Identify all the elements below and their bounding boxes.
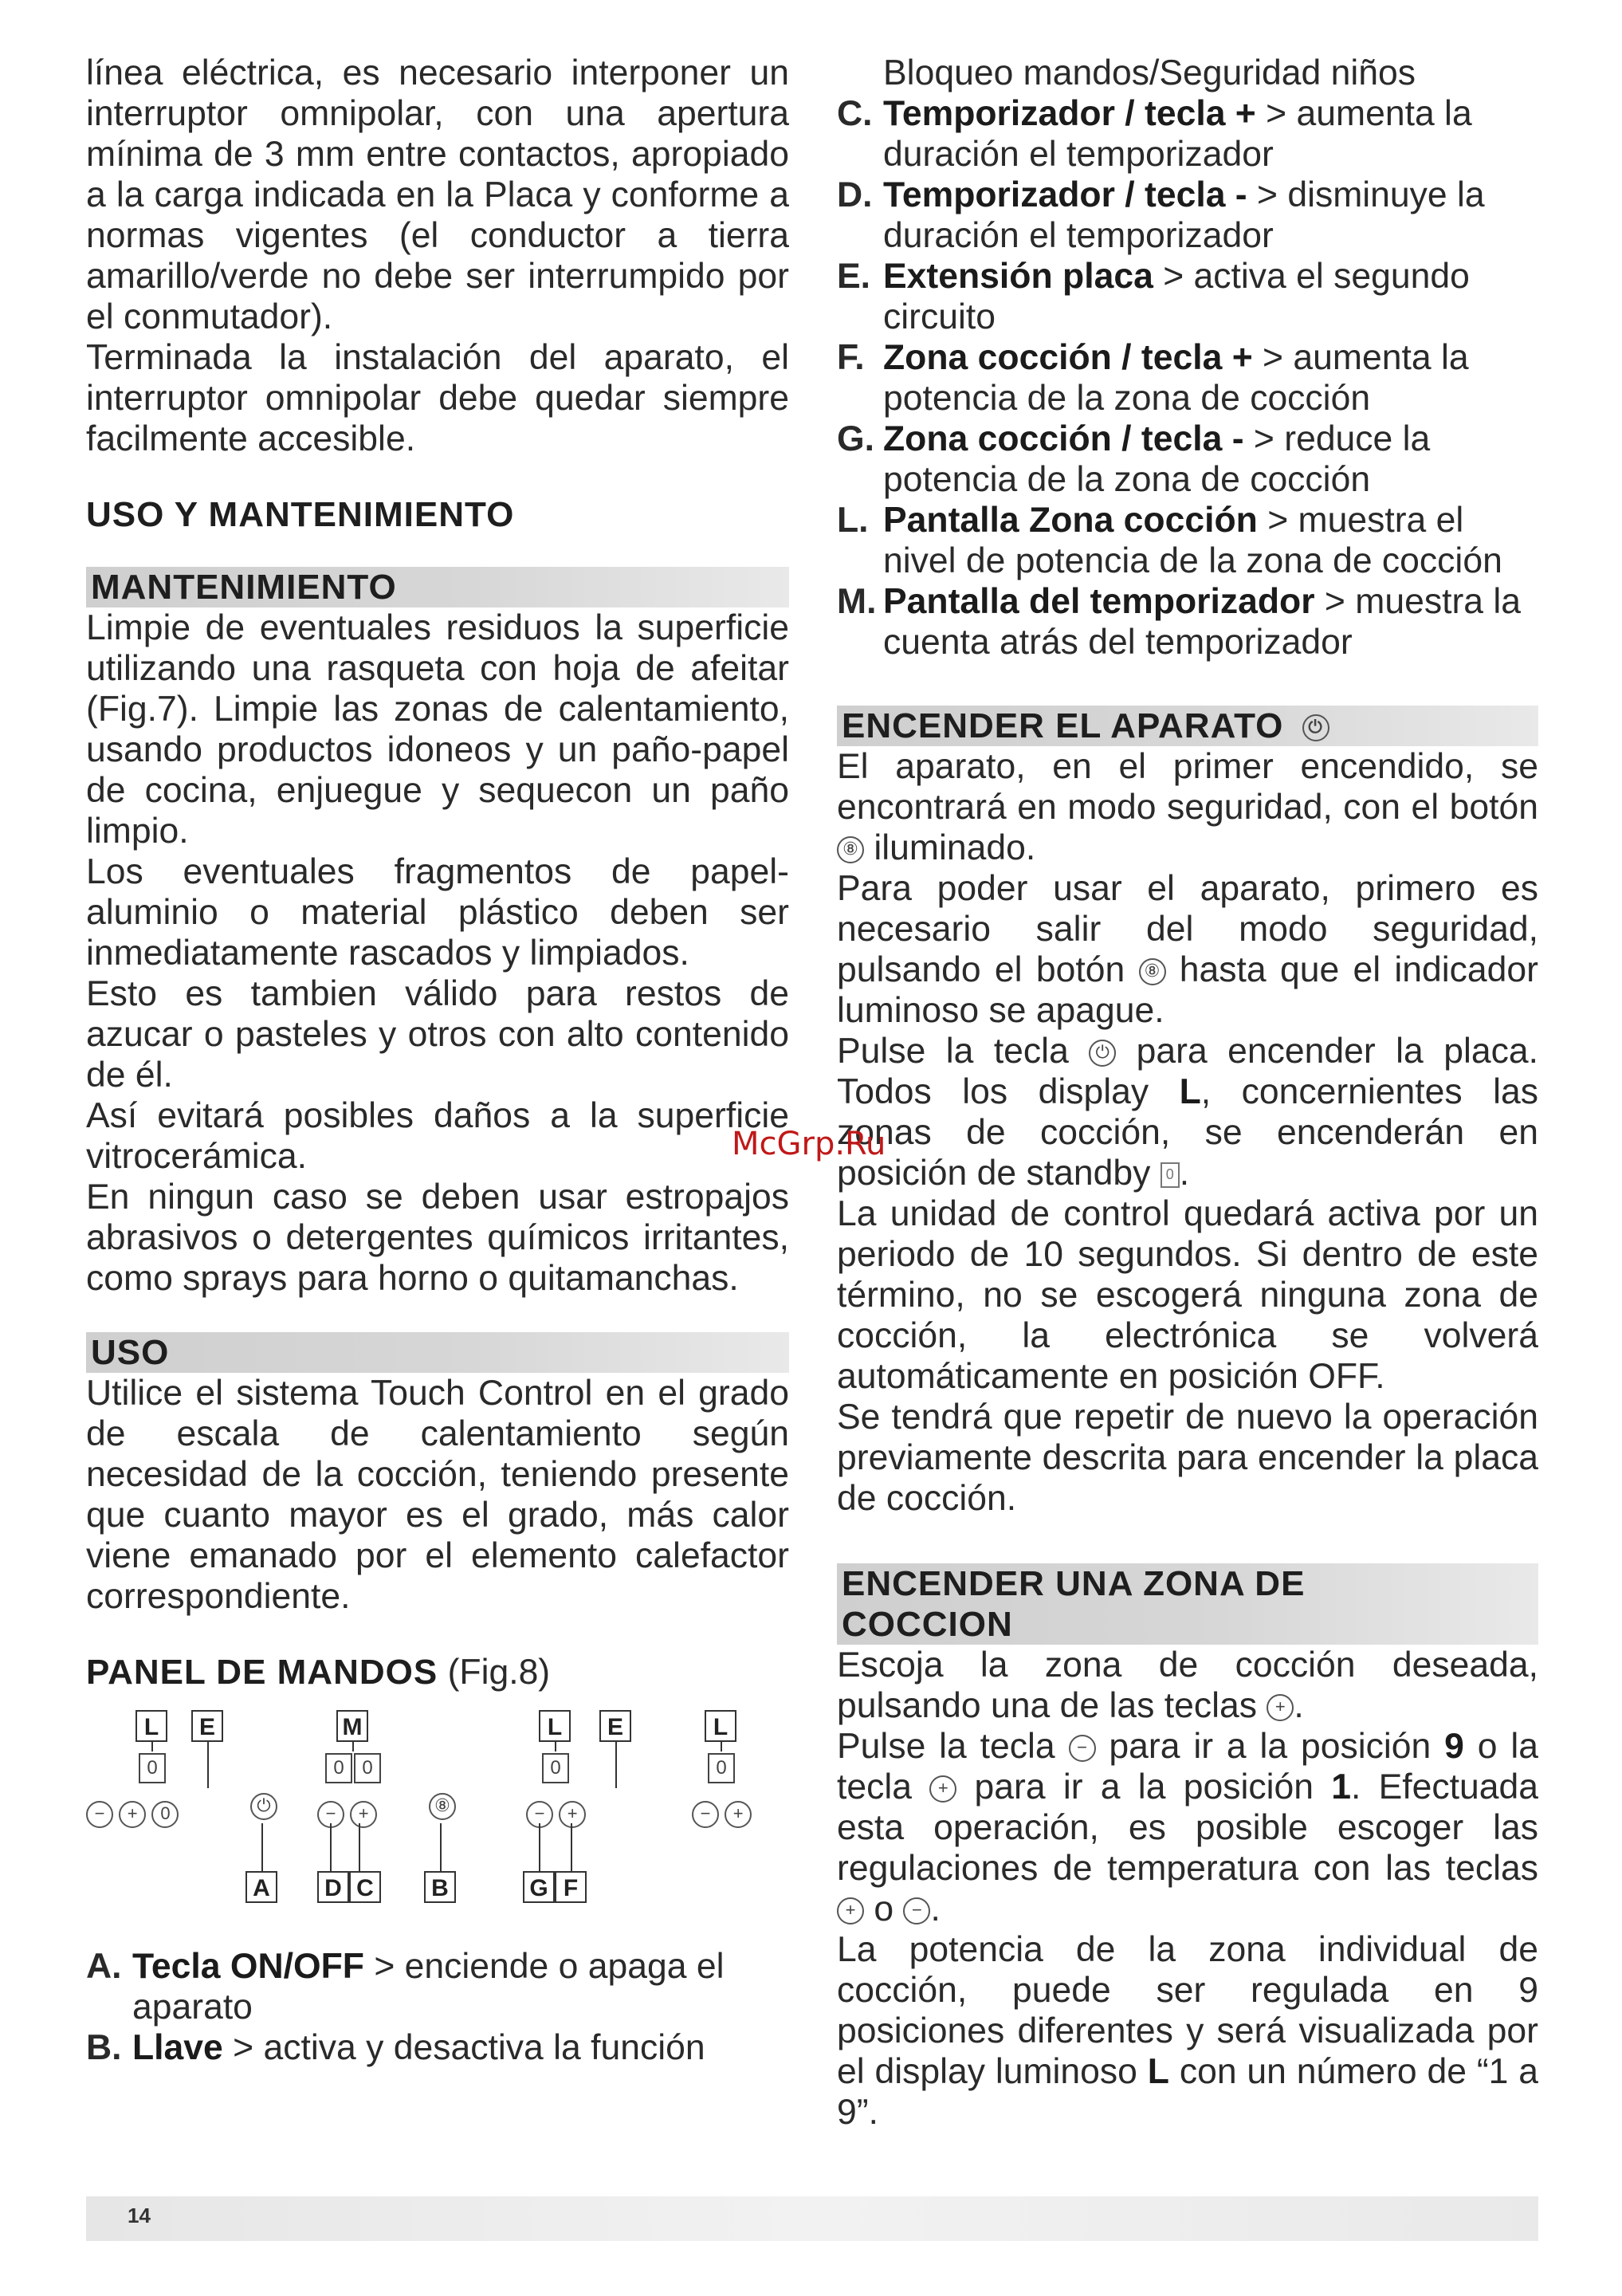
figure-label-d: D [317, 1871, 349, 1903]
minus-icon: − [1069, 1735, 1096, 1762]
definition-item-a: A. Tecla ON/OFF > enciende o apaga el aparato [86, 1947, 725, 2027]
paragraph: Los eventuales fragmentos de papel-aluminio o material plástico deben ser inmediatamente rascados y limpiados. [86, 852, 789, 973]
plus-icon: + [837, 1897, 864, 1924]
definition-b-continuation: Bloqueo mandos/Seguridad niños [883, 53, 1416, 92]
minus-icon: − [86, 1801, 113, 1828]
section-heading-mantenimiento: MANTENIMIENTO [86, 567, 789, 607]
lock-icon: ⑧ [429, 1793, 456, 1820]
leader-line [721, 1742, 722, 1751]
lock-icon: ⑧ [837, 836, 864, 863]
leader-line [555, 1742, 556, 1751]
power-icon: ⏻ [1089, 1040, 1116, 1067]
minus-icon: − [903, 1897, 930, 1924]
leader-line [352, 1742, 354, 1751]
paragraph: La potencia de la zona individual de cocción, puede ser regulada en 9 posiciones diferentes y será visualizada por el display luminoso L con un número de “1 a 9”. [837, 1930, 1538, 2132]
paragraph: Pulse la tecla − para ir a la posición 9 o la tecla + para ir a la posición 1. Efectuada esta operación, es posible escoger las regulaciones de temperatura con las teclas + o − . [837, 1727, 1538, 1928]
watermark: McGrp.Ru [732, 1126, 886, 1162]
figure-label-e: E [191, 1710, 223, 1742]
zone-buttons [692, 1793, 752, 1834]
section-heading-encender-aparato: ENCENDER EL APARATO ⏻ [837, 706, 1538, 746]
paragraph: Esto es tambien válido para restos de azucar o pasteles y otros con alto contenido de él. [86, 974, 789, 1095]
figure-label-a: A [245, 1871, 277, 1903]
plus-icon: + [929, 1775, 956, 1803]
section-heading-uso: USO [86, 1332, 789, 1373]
section-heading-encender-zona: ENCENDER UNA ZONA DE COCCION [837, 1563, 1538, 1645]
footer-band [86, 2196, 1538, 2241]
leader-line [615, 1742, 617, 1788]
panel-heading-line [86, 1652, 789, 1693]
paragraph: Utilice el sistema Touch Control en el grado de escala de calentamiento según necesidad de la cocción, teniendo presente que cuanto mayor es el grado, más calor viene emanado por el elemento calefactor correspondiente. [86, 1374, 789, 1616]
leader-line [359, 1823, 360, 1871]
paragraph: Para poder usar el aparato, primero es necesario salir del modo seguridad, pulsando el botón ⑧ hasta que el indicador luminoso se apague. [837, 869, 1538, 1030]
paragraph: En ningun caso se deben usar estropajos abrasivos o detergentes químicos irritantes, como sprays para horno o quitamanchas. [86, 1177, 789, 1298]
figure-label-e: E [599, 1710, 631, 1742]
right-column [837, 53, 1538, 2133]
paragraph: Limpie de eventuales residuos la superficie utilizando una rasqueta con hoja de afeitar (Fig.7). Limpie las zonas de calentamiento, usando productos idoneos y un paño-papel de cocina, enjuegue y sequecon un paño limpio. [86, 608, 789, 851]
standby-display-icon: 0 [1161, 1162, 1180, 1188]
leader-line [440, 1823, 442, 1871]
left-column [86, 53, 789, 2068]
paragraph: La unidad de control quedará activa por un periodo de 10 segundos. Si dentro de este término, no se escogerá ninguna zona de cocción, la electrónica se volverá automáticamente en posición OFF. [837, 1194, 1538, 1396]
definition-item-l: L. Pantalla Zona cocción > muestra el nivel de potencia de la zona de cocción [837, 501, 1502, 580]
minus-icon: − [692, 1801, 719, 1828]
plus-icon: + [725, 1801, 752, 1828]
figure-label-f: F [555, 1871, 587, 1903]
figure-label-c: C [349, 1871, 381, 1903]
definition-item-g: G. Zona cocción / tecla - > reduce la potencia de la zona de cocción [837, 419, 1431, 499]
page-number: 14 [128, 2204, 151, 2227]
leader-line [207, 1742, 209, 1788]
section-heading-uso-mantenimiento: USO Y MANTENIMIENTO [86, 495, 515, 534]
definition-item-b: B. Llave > activa y desactiva la función [86, 2028, 705, 2067]
power-icon: ⏻ [250, 1793, 277, 1820]
plus-icon: + [1267, 1694, 1294, 1721]
power-icon: ⏻ [1302, 714, 1329, 741]
leader-line [539, 1823, 540, 1871]
section-heading-panel: PANEL DE MANDOS [86, 1653, 438, 1692]
lock-icon: ⑧ [1139, 958, 1166, 985]
definition-item-d: D. Temporizador / tecla - > disminuye la duración el temporizador [837, 175, 1485, 255]
plus-icon: + [350, 1801, 377, 1828]
zone-buttons [86, 1793, 179, 1834]
zone-buttons [526, 1793, 586, 1834]
figure-reference: (Fig.8) [447, 1653, 551, 1692]
minus-icon: − [526, 1801, 553, 1828]
leader-line [151, 1742, 153, 1751]
figure-label-m: M [336, 1710, 368, 1742]
figure-label-l: L [539, 1710, 571, 1742]
leader-line [261, 1823, 263, 1871]
definition-item-m: M. Pantalla del temporizador > muestra la cuenta atrás del temporizador [837, 582, 1522, 662]
paragraph: Se tendrá que repetir de nuevo la operación previamente descrita para encender la placa de cocción. [837, 1398, 1538, 1518]
plus-icon: + [119, 1801, 146, 1828]
figure-label-l: L [135, 1710, 167, 1742]
definition-item-e: E. Extensión placa > activa el segundo circuito [837, 257, 1470, 336]
paragraph: El aparato, en el primer encendido, se encontrará en modo seguridad, con el botón ⑧ iluminado. [837, 747, 1538, 867]
plus-icon: + [559, 1801, 586, 1828]
timer-display: 0 [354, 1753, 381, 1783]
timer-display: 0 [325, 1753, 352, 1783]
figure-label-g: G [523, 1871, 555, 1903]
paragraph: Terminada la instalación del aparato, el interruptor omnipolar debe quedar siempre facilmente accesible. [86, 338, 789, 458]
paragraph: línea eléctrica, es necesario interponer un interruptor omnipolar, con una apertura mínima de 3 mm entre contactos, apropiado a la carga indicada en la Placa y conforme a normas vigentes (el conductor a tierra amarillo/verde no debe ser interrumpido por el conmutador). [86, 53, 789, 336]
leader-line [571, 1823, 572, 1871]
zone-display: 0 [708, 1753, 735, 1783]
zone-display: 0 [542, 1753, 569, 1783]
figure-label-b: B [424, 1871, 456, 1903]
paragraph: Así evitará posibles daños a la superficie vitrocerámica. [86, 1096, 789, 1176]
zone-display: 0 [139, 1753, 166, 1783]
paragraph: Escoja la zona de cocción deseada, pulsando una de las teclas + . [837, 1645, 1538, 1725]
definition-item-c: C. Temporizador / tecla + > aumenta la duración el temporizador [837, 94, 1472, 174]
timer-buttons [317, 1793, 377, 1834]
leader-line [330, 1823, 332, 1871]
control-panel-figure [86, 1710, 789, 1917]
extension-icon: 0 [151, 1801, 179, 1828]
definition-item-f: F. Zona cocción / tecla + > aumenta la potencia de la zona de cocción [837, 338, 1469, 418]
paragraph: Pulse la tecla ⏻ para encender la placa. Todos los display L, concernientes las zonas de cocción, se encenderán en posición de standby 0 . [837, 1032, 1538, 1193]
figure-label-l: L [705, 1710, 736, 1742]
minus-icon: − [317, 1801, 344, 1828]
